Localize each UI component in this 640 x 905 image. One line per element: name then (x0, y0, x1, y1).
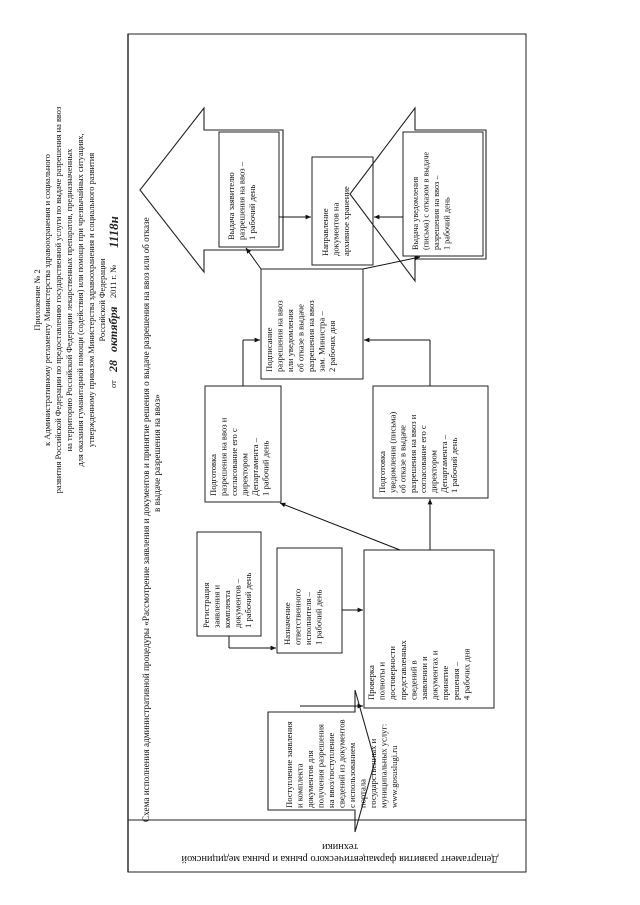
check-text-line: решения – (450, 661, 461, 700)
issue-refusal-text-line: (письма) с отказом в выдаче (421, 152, 431, 250)
header-line-2: развития Российской Федерации по предоставлению государственной услуги по выдаче разрешения на ввоз (54, 106, 63, 494)
header-date-day: 28 (106, 360, 120, 372)
signing-text-line: об отказе в выдаче (295, 304, 306, 372)
prep-permit-text-line: разрешения на ввоз и (218, 417, 229, 496)
prep-permit-text-line: согласование его с (229, 428, 239, 496)
assign-text-line: Назначение (282, 602, 292, 645)
header-date-month: октября (106, 306, 120, 352)
archive-text-line: Направление (320, 208, 330, 256)
header-line-4: для оказания гуманитарной помощи (содействия) или помощи при чрезвычайных ситуациях, (76, 133, 85, 467)
connector-signing-to-issue-permit (246, 248, 261, 269)
signing-text-line: разрешения на ввоз (306, 300, 316, 372)
prep-refusal-text-line: согласование его с (418, 425, 429, 493)
header-line-3: на территорию Российской Федерации лекарственных препаратов, предназначенных (65, 148, 74, 452)
registration-text-line: заявления и (211, 584, 222, 628)
prep-refusal-text-line: об отказе в выдаче (397, 425, 408, 493)
intake-text-line: муниципальных услуг: (378, 723, 389, 808)
header-line-1: к Административному регламенту Министерства здравоохранения и социального (43, 154, 52, 446)
issue-refusal-text-line: 1 рабочий день (442, 197, 452, 250)
archive-text-line: архивное хранение (341, 186, 351, 256)
prep-permit-text-line: Подготовка (208, 454, 218, 496)
connector-check-to-prep-permit (280, 503, 400, 550)
check-text-line: 4 рабочих дня (461, 648, 472, 700)
intake-text-line: сведений из документов (336, 719, 347, 808)
issue-refusal-text-line: Выдача уведомления (411, 176, 420, 250)
prep-refusal-text-line: разрешения на ввоз и (407, 414, 418, 493)
assign-text-line: ответственного (292, 588, 303, 645)
prep-refusal-text-line: Подготовка (377, 451, 387, 493)
issue-refusal-text-line: разрешения на ввоз – (432, 175, 441, 250)
title-block (141, 217, 162, 822)
intake-text-line: портала (357, 779, 368, 808)
check-text-line: заявлении и (419, 656, 429, 700)
registration-text-line: комплекта (222, 590, 232, 628)
check-text-line: документах и (429, 650, 440, 700)
footer-line-1: Департамент развития фармацевтического рынка и рынка медицинской (181, 853, 499, 864)
registration-text-line: 1 рабочий день (243, 572, 253, 628)
signing-text-line: зам. Министра – (316, 311, 327, 372)
check-text-line: сведений в (408, 660, 419, 700)
prep-permit-text-line: 1 рабочий день (260, 440, 271, 496)
check-text-line: Проверка (366, 665, 376, 700)
registration-text-line: Регистрация (201, 582, 211, 628)
registration-text-line: документов – (232, 578, 243, 628)
prep-refusal-text-line: уведомления (письма) (387, 411, 398, 493)
prep-permit-text-line: директором (239, 453, 250, 496)
check-text-line: достоверности (387, 645, 398, 700)
issue-permit-text-line: 1 рабочий день (247, 184, 257, 240)
assign-text-line: 1 рабочий день (313, 589, 324, 645)
header-block (33, 106, 121, 493)
header-line-5: утвержденному приказом Министерства здравоохранения и социального развития (87, 152, 96, 448)
prep-refusal-text-line: 1 рабочий день (449, 437, 460, 493)
title-line-1: Схема исполнения административной процедуры «Рассмотрение заявления и документов и принятие решения о выдаче разрешения на ввоз или об отказе (141, 217, 151, 822)
signing-text-line: 2 рабочих дня (327, 320, 337, 372)
intake-text-line: www.gosuslugi.ru (389, 745, 399, 808)
archive-text-line: документов на (330, 202, 341, 256)
title-line-2: в выдаче разрешения на ввоз» (152, 394, 162, 512)
prep-refusal-text-line: директором (428, 450, 439, 493)
check-text-line: представленных (397, 640, 408, 700)
header-line-6: Российской Федерации (98, 258, 107, 342)
intake-text-line: Поступление заявления (284, 721, 294, 808)
signing-text-line: Подписание (264, 327, 274, 372)
prep-permit-text-line: Департамента – (250, 437, 260, 496)
prep-refusal-text-line: Департамента – (438, 434, 449, 493)
signing-text-line: или уведомления (285, 309, 295, 372)
header-date-prefix: от (109, 380, 118, 388)
intake-text-line: государственных и (368, 738, 378, 808)
header-appendix: Приложение № 2 (33, 269, 42, 331)
footer-line-2: техники (322, 841, 358, 852)
signing-text-line: разрешения на ввоз (274, 300, 285, 372)
connector-signing-to-issue-refusal (363, 257, 420, 269)
header-date-year: 2011 г. № (109, 264, 118, 298)
intake-text-line: получения разрешения (315, 723, 326, 808)
intake-text-line: на ввоз/поступление (326, 732, 336, 808)
intake-text-line: документов для (305, 750, 315, 808)
header-doc-number: 1118н (106, 216, 121, 248)
check-text-line: полноты и (376, 661, 387, 700)
issue-permit-text-line: разрешения на ввоз – (236, 161, 247, 240)
check-text-line: принятие (440, 665, 451, 700)
intake-text-line: и комплекта (294, 763, 305, 808)
intake-text-line: с использованием (347, 742, 357, 808)
footer-block (181, 841, 498, 864)
issue-permit-text-line: Выдача заявителю (226, 172, 236, 240)
assign-text-line: исполнителя – (303, 592, 313, 645)
